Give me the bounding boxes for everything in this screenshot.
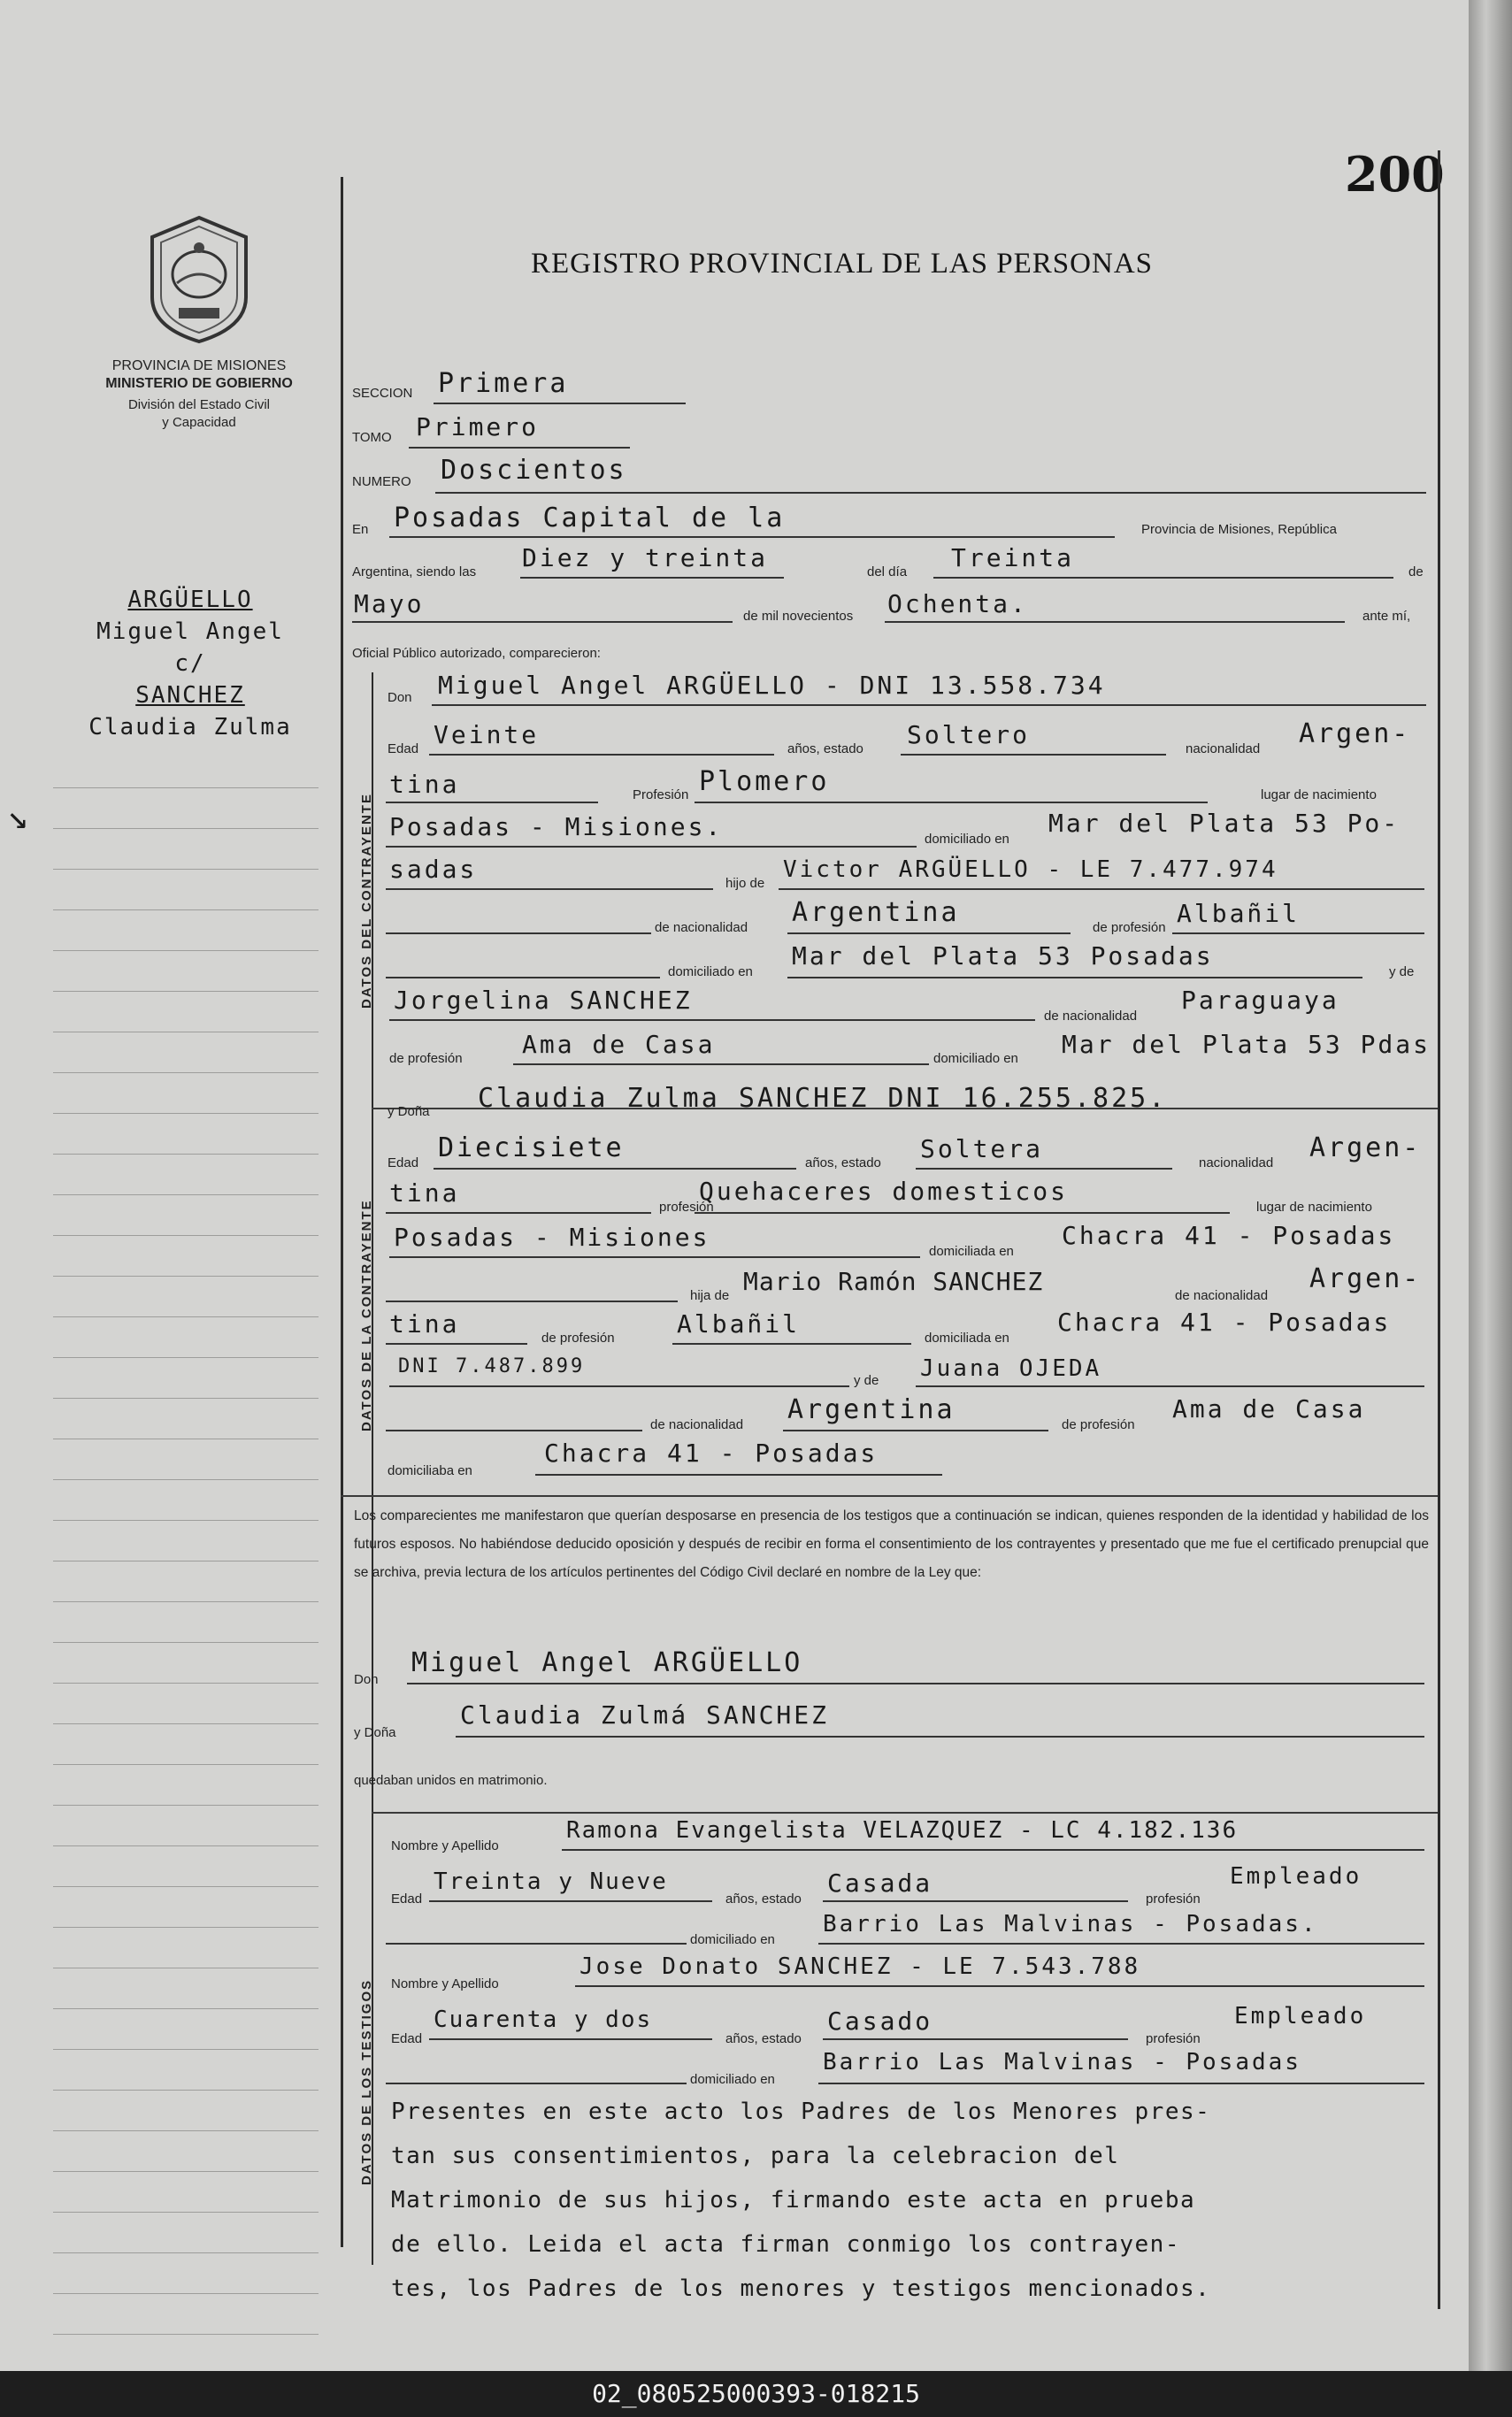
contrayente-profesion: Plomero <box>699 766 830 797</box>
margin-ruled-line <box>53 909 319 910</box>
margin-ruled-line <box>53 1398 319 1399</box>
margin-ruled-line <box>53 1113 319 1114</box>
margin-ruled-line <box>53 787 319 788</box>
label-domiciliaba-en: domiciliaba en <box>388 1463 472 1478</box>
label-domiciliado-3: domiciliado en <box>933 1051 1018 1066</box>
margin-ruled-line <box>53 950 319 951</box>
contrayente-edad: Veinte <box>434 720 540 749</box>
contrayenta-edad: Diecisiete <box>438 1132 625 1163</box>
label-ante-mi: ante mí, <box>1362 609 1411 624</box>
label-lugar-nac-2: lugar de nacimiento <box>1256 1200 1372 1215</box>
margin-ruled-line <box>53 1601 319 1602</box>
scan-id-footer: 02_080525000393-018215 <box>0 2371 1512 2417</box>
contrayente-nombre: Miguel Angel ARGÜELLO - DNI 13.558.734 <box>438 671 1106 700</box>
label-hijo-de: hijo de <box>725 876 765 891</box>
margin-ruled-line <box>53 1764 319 1765</box>
margin-ruled-line <box>53 2334 319 2335</box>
label-domiciliada-1: domiciliada en <box>929 1244 1014 1259</box>
contrayente-padre: Victor ARGÜELLO - LE 7.477.974 <box>783 856 1278 883</box>
contrayenta-lugar-nac: Posadas - Misiones <box>394 1223 710 1252</box>
header-province: PROVINCIA DE MISIONES <box>111 358 287 373</box>
field-seccion: Primera <box>438 368 569 399</box>
label-de-mil: de mil novecientos <box>743 609 854 624</box>
label-de-nacionalidad-3: de nacionalidad <box>1175 1288 1269 1303</box>
union-dona: Claudia Zulmá SANCHEZ <box>460 1700 830 1730</box>
contrayenta-madre-nac: Argentina <box>787 1394 956 1425</box>
margin-ruled-line <box>53 1235 319 1236</box>
testigo1-estado: Casada <box>827 1868 933 1898</box>
label-seccion: SECCION <box>352 386 413 401</box>
label-domiciliada-2: domiciliada en <box>925 1331 1009 1346</box>
contrayenta-estado: Soltera <box>920 1134 1044 1163</box>
testigo2-edad: Cuarenta y dos <box>434 2006 653 2033</box>
header-capacity: y Capacidad <box>162 415 236 430</box>
contrayenta-profesion: Quehaceres domesticos <box>699 1177 1069 1206</box>
label-de-nacionalidad-2: de nacionalidad <box>1044 1009 1138 1024</box>
contrayenta-padre-prof: Albañil <box>677 1309 801 1339</box>
margin-ruled-line <box>53 1154 319 1155</box>
testigo2-profesion: Empleado <box>1234 2003 1367 2030</box>
label-provincia: Provincia de Misiones, República <box>1141 522 1337 537</box>
label-anos-estado-2: años, estado <box>805 1155 881 1170</box>
testigo2-estado: Casado <box>827 2006 933 2036</box>
testigo1-nombre: Ramona Evangelista VELAZQUEZ - LC 4.182.136 <box>566 1817 1239 1844</box>
testigo1-profesion: Empleado <box>1230 1863 1362 1890</box>
label-lugar-nac-1: lugar de nacimiento <box>1261 787 1377 802</box>
label-de-profesion-1: de profesión <box>1093 920 1166 935</box>
label-domiciliado-4: domiciliado en <box>690 1932 775 1947</box>
contrayente-padre-nac: Argentina <box>792 897 960 928</box>
header-ministry: MINISTERIO DE GOBIERNO <box>105 376 293 391</box>
contrayenta-domicilio: Chacra 41 - Posadas <box>1062 1221 1396 1250</box>
margin-ruled-line <box>53 1845 319 1846</box>
label-profesion-4: profesión <box>1146 2031 1201 2046</box>
field-mes: Mayo <box>354 589 425 618</box>
label-de-profesion-4: de profesión <box>1062 1417 1135 1432</box>
label-don: Don <box>388 690 412 705</box>
margin-ruled-line <box>53 2090 319 2091</box>
label-profesion-2: profesión <box>659 1200 714 1215</box>
testigo1-edad: Treinta y Nueve <box>434 1868 668 1895</box>
margin-check-mark: ↘ <box>7 796 32 837</box>
label-hija-de: hija de <box>690 1288 730 1303</box>
legal-paragraph: Los comparecientes me manifestaron que querían desposarse en presencia de los testigos que a continuación se indican, quienes responden de la identidad y habilidad de los futuros esposos. No habiéndose deducido oposición y después de recibir en forma el consentimiento de los contrayentes y presentado que me fue el certificado prenupcial que se archiva, previa lectura de los artículos pertinentes del Código Civil declaré en nombre de la Ley que: <box>354 1508 1429 1580</box>
label-tomo: TOMO <box>352 430 392 445</box>
testigo2-nombre: Jose Donato SANCHEZ - LE 7.543.788 <box>579 1953 1141 1980</box>
margin-ruled-line <box>53 1276 319 1277</box>
margin-name-1: Miguel Angel <box>96 618 284 645</box>
note-line-4: de ello. Leida el acta firman conmigo los contrayen- <box>391 2231 1180 2258</box>
label-oficial: Oficial Público autorizado, comparecieron: <box>352 646 601 661</box>
margin-ruled-line <box>53 1357 319 1358</box>
contrayente-madre-prof: Ama de Casa <box>522 1030 716 1059</box>
label-profesion-3: profesión <box>1146 1891 1201 1907</box>
margin-ruled-line <box>53 1886 319 1887</box>
union-don: Miguel Angel ARGÜELLO <box>411 1647 803 1678</box>
label-nacionalidad-1: nacionalidad <box>1186 741 1261 756</box>
label-datos-testigos: DATOS DE LOS TESTIGOS <box>359 1978 374 2185</box>
label-de-profesion-2: de profesión <box>389 1051 463 1066</box>
margin-ruled-line <box>53 2212 319 2213</box>
label-de-nacionalidad-1: de nacionalidad <box>655 920 748 935</box>
margin-surname-1: ARGÜELLO <box>127 587 253 613</box>
page-number: 200 <box>1345 146 1445 203</box>
label-nombre-apellido-2: Nombre y Apellido <box>391 1976 499 1991</box>
label-edad-2: Edad <box>388 1155 419 1170</box>
label-de-nacionalidad-4: de nacionalidad <box>650 1417 744 1432</box>
note-line-2: tan sus consentimientos, para la celebracion del <box>391 2143 1120 2169</box>
label-domiciliado-1: domiciliado en <box>925 832 1009 847</box>
next-page-edge <box>1469 0 1512 2371</box>
note-line-1: Presentes en este acto los Padres de los Menores pres- <box>391 2099 1211 2125</box>
margin-conjunction: c/ <box>174 650 206 677</box>
contrayenta-padre-nac1: Argen- <box>1309 1263 1422 1294</box>
label-quedaban: quedaban unidos en matrimonio. <box>354 1773 548 1788</box>
margin-ruled-line <box>53 1479 319 1480</box>
margin-ruled-line <box>53 2252 319 2253</box>
contrayente-nac1: Argen- <box>1299 718 1411 749</box>
label-nacionalidad-2: nacionalidad <box>1199 1155 1274 1170</box>
margin-ruled-line <box>53 828 319 829</box>
margin-ruled-line <box>53 2293 319 2294</box>
field-anio: Ochenta. <box>887 589 1028 618</box>
contrayenta-padre-dom: Chacra 41 - Posadas <box>1057 1308 1392 1337</box>
field-numero: Doscientos <box>441 455 627 486</box>
label-nombre-apellido-1: Nombre y Apellido <box>391 1838 499 1853</box>
label-anos-estado-1: años, estado <box>787 741 863 756</box>
label-datos-contrayente: DATOS DEL CONTRAYENTE <box>359 793 374 1009</box>
margin-ruled-line <box>53 991 319 992</box>
contrayente-lugar-nac: Posadas - Misiones. <box>389 812 724 841</box>
label-numero: NUMERO <box>352 474 411 489</box>
margin-ruled-line <box>53 2049 319 2050</box>
field-dia: Treinta <box>951 543 1075 572</box>
contrayenta-padre-dni: DNI 7.487.899 <box>398 1355 586 1377</box>
margin-ruled-line <box>53 1316 319 1317</box>
contrayenta-madre-dom: Chacra 41 - Posadas <box>544 1439 879 1468</box>
contrayenta-nombre: Claudia Zulma SANCHEZ DNI 16.255.825. <box>478 1083 1168 1114</box>
label-anos-estado-4: años, estado <box>725 2031 802 2046</box>
contrayenta-madre-prof: Ama de Casa <box>1172 1394 1366 1423</box>
label-y-dona-1: y Doña <box>388 1104 430 1119</box>
contrayenta-padre: Mario Ramón SANCHEZ <box>743 1267 1044 1296</box>
contrayente-madre: Jorgelina SANCHEZ <box>394 986 693 1015</box>
margin-ruled-line <box>53 1194 319 1195</box>
label-domiciliado-5: domiciliado en <box>690 2072 775 2087</box>
label-de-profesion-3: de profesión <box>541 1331 615 1346</box>
contrayenta-madre: Juana OJEDA <box>920 1355 1102 1382</box>
label-edad-3: Edad <box>391 1891 423 1907</box>
form-left-border <box>341 177 343 2247</box>
margin-ruled-line <box>53 1805 319 1806</box>
note-line-3: Matrimonio de sus hijos, firmando este acta en prueba <box>391 2187 1196 2214</box>
label-y-dona-2: y Doña <box>354 1725 396 1740</box>
contrayente-padre-prof: Albañil <box>1177 899 1301 928</box>
field-lugar: Posadas Capital de la <box>394 503 786 533</box>
margin-ruled-line <box>53 2130 319 2131</box>
contrayenta-padre-nac2: tina <box>389 1309 460 1339</box>
testigo2-domicilio: Barrio Las Malvinas - Posadas <box>823 2049 1301 2076</box>
label-del-dia: del día <box>867 564 908 579</box>
contrayente-padre-dom: Mar del Plata 53 Posadas <box>792 941 1214 971</box>
margin-surname-2: SANCHEZ <box>135 682 245 709</box>
label-domiciliado-2: domiciliado en <box>668 964 753 979</box>
testigo1-domicilio: Barrio Las Malvinas - Posadas. <box>823 1911 1318 1937</box>
contrayenta-nac1: Argen- <box>1309 1132 1422 1163</box>
contrayente-domicilio2: sadas <box>389 855 478 884</box>
contrayente-estado: Soltero <box>907 720 1031 749</box>
label-en: En <box>352 522 369 537</box>
contrayenta-nac2: tina <box>389 1178 460 1208</box>
label-de-1: de <box>1408 564 1424 579</box>
margin-ruled-line <box>53 2008 319 2009</box>
header-division: División del Estado Civil <box>127 397 271 412</box>
label-profesion-1: Profesión <box>633 787 689 802</box>
field-tomo: Primero <box>416 412 540 441</box>
note-line-5: tes, los Padres de los menores y testigos mencionados. <box>391 2275 1211 2302</box>
label-y-de-1: y de <box>1389 964 1415 979</box>
margin-ruled-line <box>53 869 319 870</box>
margin-ruled-line <box>53 2171 319 2172</box>
document-title: REGISTRO PROVINCIAL DE LAS PERSONAS <box>531 248 1154 280</box>
margin-ruled-line <box>53 1072 319 1073</box>
margin-ruled-line <box>53 1683 319 1684</box>
label-edad-4: Edad <box>391 2031 423 2046</box>
label-don-2: Don <box>354 1672 379 1687</box>
label-y-de-2: y de <box>854 1373 879 1388</box>
margin-ruled-line <box>53 1723 319 1724</box>
margin-ruled-line <box>53 1927 319 1928</box>
provincial-emblem <box>142 212 257 345</box>
margin-name-2: Claudia Zulma <box>88 714 292 740</box>
contrayente-madre-dom: Mar del Plata 53 Pdas <box>1062 1030 1431 1059</box>
label-argentina-siendo: Argentina, siendo las <box>352 564 477 579</box>
contrayente-madre-nac: Paraguaya <box>1181 986 1339 1015</box>
margin-ruled-line <box>53 1642 319 1643</box>
contrayente-nac2: tina <box>389 770 460 799</box>
form-right-border <box>1438 150 1440 2309</box>
margin-ruled-line <box>53 1520 319 1521</box>
label-anos-estado-3: años, estado <box>725 1891 802 1907</box>
contrayente-domicilio1: Mar del Plata 53 Po- <box>1048 809 1401 838</box>
label-edad-1: Edad <box>388 741 419 756</box>
label-datos-la-contrayente: DATOS DE LA CONTRAYENTE <box>359 1199 374 1431</box>
field-hora: Diez y treinta <box>522 543 769 572</box>
